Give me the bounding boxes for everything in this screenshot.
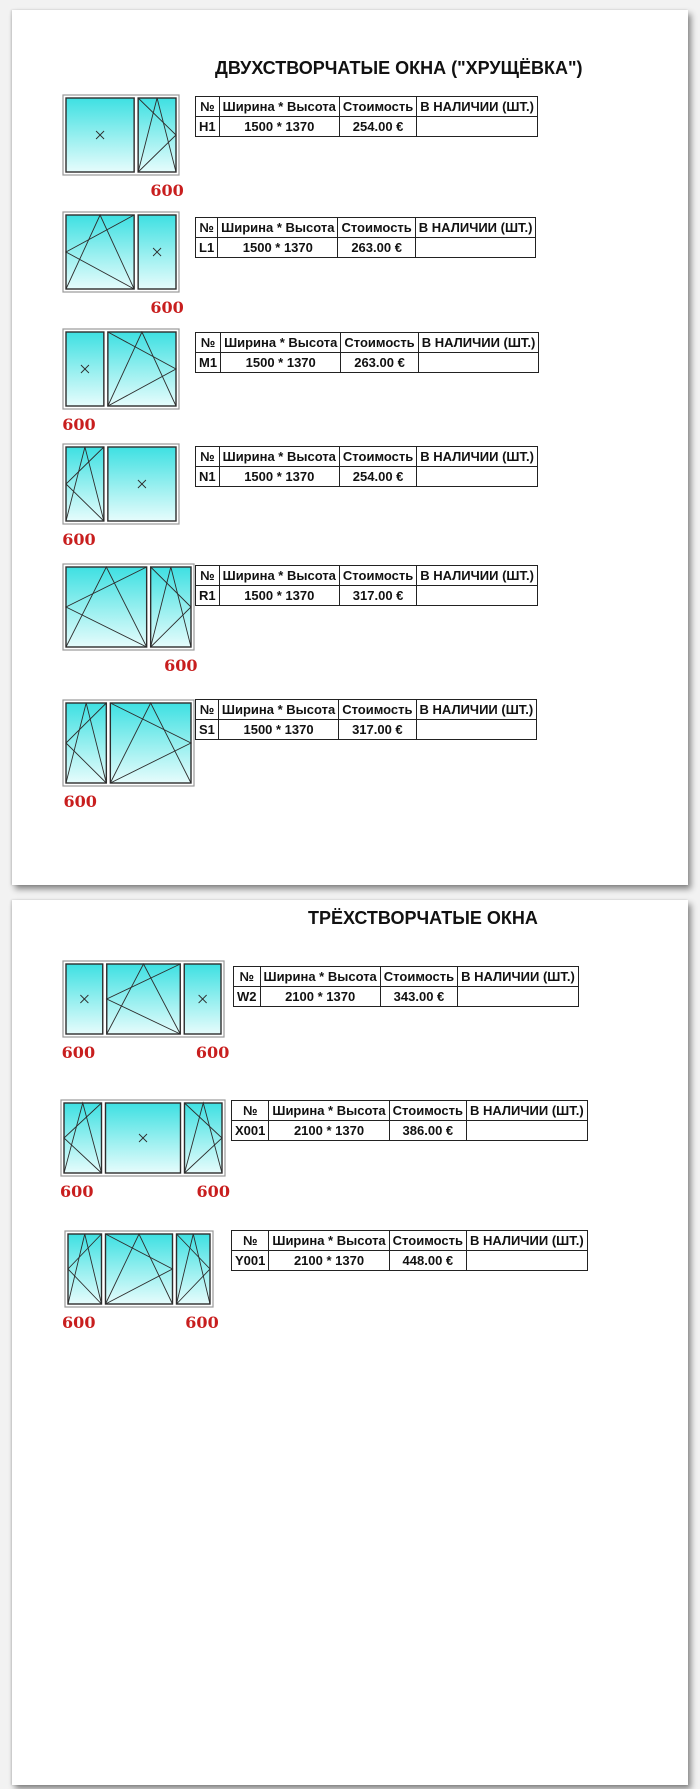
cell-price: 263.00 € bbox=[338, 238, 415, 258]
cell-stock bbox=[467, 1121, 588, 1141]
spec-table bbox=[233, 966, 579, 1007]
header-size: Ширина * Высота bbox=[269, 1101, 389, 1121]
cell-price: 386.00 € bbox=[389, 1121, 466, 1141]
header-num: № bbox=[196, 333, 221, 353]
header-stock: В НАЛИЧИИ (ШТ.) bbox=[417, 447, 538, 467]
window-diagram bbox=[62, 1230, 219, 1332]
window-pane bbox=[66, 447, 104, 521]
window-diagram bbox=[62, 443, 182, 549]
cell-stock bbox=[415, 238, 536, 258]
header-price: Стоимость bbox=[389, 1101, 466, 1121]
cell-stock bbox=[417, 117, 538, 137]
header-price: Стоимость bbox=[339, 566, 416, 586]
window-diagram-svg bbox=[61, 960, 230, 1062]
cell-stock bbox=[458, 987, 579, 1007]
window-diagram-svg bbox=[62, 1230, 219, 1332]
spec-table bbox=[231, 1230, 588, 1271]
window-pane bbox=[110, 703, 191, 783]
header-num: № bbox=[196, 218, 218, 238]
spec-table bbox=[231, 1100, 588, 1141]
cell-num: Y001 bbox=[232, 1251, 269, 1271]
sash-width-label-left: 600 bbox=[60, 1182, 94, 1201]
window-pane bbox=[66, 215, 134, 289]
header-price: Стоимость bbox=[339, 447, 416, 467]
header-num: № bbox=[234, 967, 261, 987]
cell-price: 317.00 € bbox=[339, 586, 416, 606]
window-pane bbox=[68, 1234, 102, 1304]
spec-table bbox=[195, 332, 539, 373]
cell-num: S1 bbox=[196, 720, 219, 740]
window-pane bbox=[138, 98, 176, 172]
sash-width-label-left: 600 bbox=[61, 1043, 96, 1062]
cell-num: W2 bbox=[234, 987, 261, 1007]
cell-price: 263.00 € bbox=[341, 353, 418, 373]
header-stock: В НАЛИЧИИ (ШТ.) bbox=[458, 967, 579, 987]
sash-width-label-right: 600 bbox=[150, 298, 184, 317]
window-diagram bbox=[62, 563, 197, 675]
cell-num: M1 bbox=[196, 353, 221, 373]
window-diagram-svg bbox=[62, 211, 182, 317]
cell-size: 2100 * 1370 bbox=[269, 1251, 389, 1271]
window-diagram bbox=[62, 699, 197, 811]
cell-price: 254.00 € bbox=[339, 117, 416, 137]
cell-size: 2100 * 1370 bbox=[269, 1121, 389, 1141]
window-pane bbox=[185, 1103, 223, 1173]
cell-stock bbox=[416, 720, 537, 740]
window-pane bbox=[108, 332, 176, 406]
cell-stock bbox=[417, 467, 538, 487]
cell-size: 1500 * 1370 bbox=[218, 238, 338, 258]
header-size: Ширина * Высота bbox=[218, 218, 338, 238]
cell-num: N1 bbox=[196, 467, 220, 487]
header-price: Стоимость bbox=[380, 967, 457, 987]
cell-stock bbox=[418, 353, 539, 373]
sash-width-label-left: 600 bbox=[62, 530, 96, 549]
header-stock: В НАЛИЧИИ (ШТ.) bbox=[417, 566, 538, 586]
sash-width-label-right: 600 bbox=[195, 1043, 230, 1062]
window-diagram bbox=[62, 328, 182, 434]
cell-size: 1500 * 1370 bbox=[221, 353, 341, 373]
spec-table bbox=[195, 446, 538, 487]
header-size: Ширина * Высота bbox=[219, 447, 339, 467]
cell-num: H1 bbox=[196, 117, 220, 137]
spec-table bbox=[195, 565, 538, 606]
catalog-page-three-sash bbox=[12, 900, 688, 1785]
window-diagram bbox=[61, 960, 230, 1062]
header-num: № bbox=[196, 566, 220, 586]
cell-num: R1 bbox=[196, 586, 220, 606]
window-pane bbox=[177, 1234, 211, 1304]
window-pane bbox=[107, 964, 181, 1034]
cell-size: 1500 * 1370 bbox=[218, 720, 338, 740]
header-price: Стоимость bbox=[339, 700, 416, 720]
header-size: Ширина * Высота bbox=[218, 700, 338, 720]
header-stock: В НАЛИЧИИ (ШТ.) bbox=[416, 700, 537, 720]
header-price: Стоимость bbox=[341, 333, 418, 353]
cell-size: 1500 * 1370 bbox=[219, 586, 339, 606]
window-diagram-svg bbox=[62, 443, 182, 549]
header-size: Ширина * Высота bbox=[269, 1231, 389, 1251]
window-diagram-svg bbox=[62, 563, 197, 675]
header-size: Ширина * Высота bbox=[219, 97, 339, 117]
spec-table bbox=[195, 217, 536, 258]
sash-width-label-left: 600 bbox=[62, 415, 96, 434]
header-stock: В НАЛИЧИИ (ШТ.) bbox=[415, 218, 536, 238]
header-stock: В НАЛИЧИИ (ШТ.) bbox=[418, 333, 539, 353]
header-stock: В НАЛИЧИИ (ШТ.) bbox=[467, 1231, 588, 1251]
spec-table bbox=[195, 699, 537, 740]
window-pane bbox=[106, 1234, 173, 1304]
header-num: № bbox=[232, 1101, 269, 1121]
header-num: № bbox=[232, 1231, 269, 1251]
cell-stock bbox=[467, 1251, 588, 1271]
header-num: № bbox=[196, 97, 220, 117]
cell-stock bbox=[417, 586, 538, 606]
cell-price: 448.00 € bbox=[389, 1251, 466, 1271]
header-stock: В НАЛИЧИИ (ШТ.) bbox=[467, 1101, 588, 1121]
sash-width-label-right: 600 bbox=[164, 656, 198, 675]
window-pane bbox=[66, 567, 147, 647]
header-price: Стоимость bbox=[339, 97, 416, 117]
sash-width-label-left: 600 bbox=[63, 792, 97, 811]
header-size: Ширина * Высота bbox=[260, 967, 380, 987]
window-pane bbox=[151, 567, 191, 647]
window-pane bbox=[66, 703, 106, 783]
cell-price: 254.00 € bbox=[339, 467, 416, 487]
header-size: Ширина * Высота bbox=[219, 566, 339, 586]
catalog-page-two-sash bbox=[12, 10, 688, 885]
cell-price: 343.00 € bbox=[380, 987, 457, 1007]
sash-width-label-right: 600 bbox=[196, 1182, 230, 1201]
window-diagram-svg bbox=[62, 699, 197, 811]
section-title: ДВУХСТВОРЧАТЫЕ ОКНА ("ХРУЩЁВКА") bbox=[215, 58, 583, 78]
header-stock: В НАЛИЧИИ (ШТ.) bbox=[417, 97, 538, 117]
window-diagram-svg bbox=[60, 1099, 228, 1201]
header-num: № bbox=[196, 700, 219, 720]
header-price: Стоимость bbox=[389, 1231, 466, 1251]
sash-width-label-right: 600 bbox=[150, 181, 184, 200]
window-diagram bbox=[62, 94, 182, 200]
window-pane bbox=[64, 1103, 102, 1173]
window-diagram-svg bbox=[62, 328, 182, 434]
header-num: № bbox=[196, 447, 220, 467]
window-diagram-svg bbox=[62, 94, 182, 200]
sash-width-label-left: 600 bbox=[62, 1313, 96, 1332]
section-title: ТРЁХСТВОРЧАТЫЕ ОКНА bbox=[308, 908, 538, 928]
sash-width-label-right: 600 bbox=[185, 1313, 219, 1332]
header-price: Стоимость bbox=[338, 218, 415, 238]
cell-size: 2100 * 1370 bbox=[260, 987, 380, 1007]
cell-price: 317.00 € bbox=[339, 720, 416, 740]
window-diagram bbox=[62, 211, 182, 317]
spec-table bbox=[195, 96, 538, 137]
cell-size: 1500 * 1370 bbox=[219, 117, 339, 137]
header-size: Ширина * Высота bbox=[221, 333, 341, 353]
cell-size: 1500 * 1370 bbox=[219, 467, 339, 487]
cell-num: L1 bbox=[196, 238, 218, 258]
window-diagram bbox=[60, 1099, 228, 1201]
cell-num: X001 bbox=[232, 1121, 269, 1141]
